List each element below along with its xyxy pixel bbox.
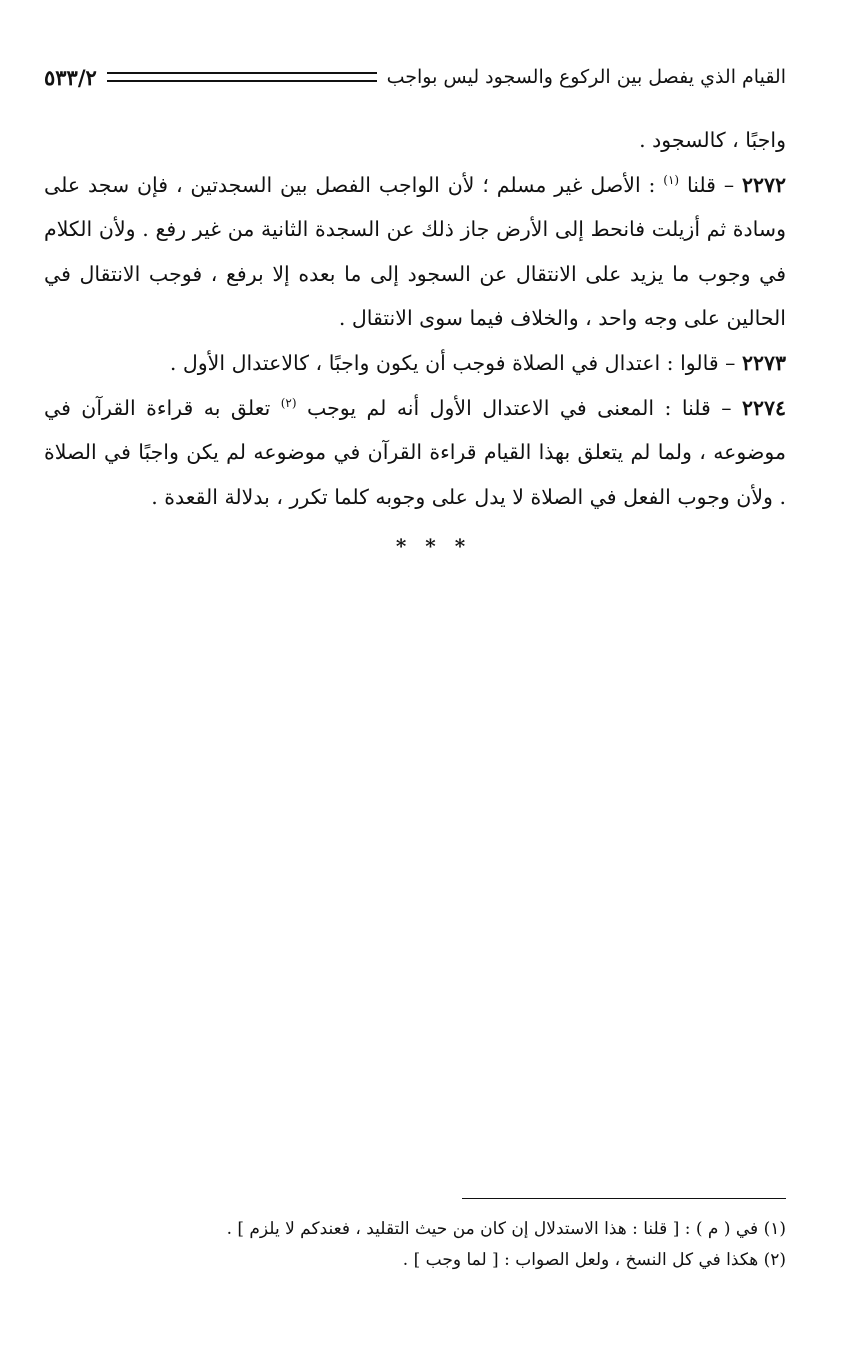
paragraph-text: – قلنا : المعنى في الاعتدال الأول أنه لم يوجب: [296, 395, 742, 420]
paragraph-2274: [44, 386, 786, 520]
footnote-ref-1: (١): [663, 172, 680, 187]
paragraph-number: ٢٢٧٢: [741, 172, 786, 197]
continued-line: واجبًا ، كالسجود .: [639, 128, 786, 152]
paragraph-2273: [44, 341, 786, 386]
footnote-2: (٢) هكذا في كل النسخ ، ولعل الصواب : [ لما وجب ] .: [402, 1250, 786, 1270]
paragraph-text: – قلنا: [679, 172, 742, 197]
footnote-ref-2: (٢): [280, 395, 297, 410]
paragraph-number: ٢٢٧٣: [741, 350, 786, 375]
footnotes: [44, 1214, 786, 1276]
section-separator: * * *: [395, 534, 472, 558]
paragraph-number: ٢٢٧٤: [741, 395, 786, 420]
footnote-divider: [462, 1198, 786, 1199]
main-text: [44, 118, 786, 519]
header-title: القيام الذي يفصل بين الركوع والسجود ليس بواجب: [386, 66, 786, 88]
header-double-rule: [107, 72, 377, 82]
running-header: [44, 62, 786, 92]
page-number: ٥٣٣/٢: [44, 64, 97, 90]
paragraph-text: تعلق به قراءة القرآن في موضوعه ، ولما لم يتعلق بهذا القيام قراءة القرآن في موضوعه لم يكن واجبًا في الصلاة . ولأن وجوب الفعل في الصلاة لا يدل على وجوبه كلما تكرر ، بدلالة القعدة .: [44, 395, 786, 509]
paragraph-text: : الأصل غير مسلم ؛ لأن الواجب الفصل بين السجدتين ، فإن سجد على وسادة ثم أزيلت فانحط إلى الأرض جاز ذلك عن السجدة الثانية من غير رفع . ولأن الكلام في وجوب ما يزيد على الانتقال عن السجود إلى ما بعده إلا برفع ، فوجب الانتقال في الحالين على وجه واحد ، والخلاف فيما سوى الانتقال .: [44, 172, 786, 331]
footnote-1: (١) في ( م ) : [ قلنا : هذا الاستدلال إن كان من حيث التقليد ، فعندكم لا يلزم ] .: [226, 1219, 786, 1239]
paragraph-2272: [44, 163, 786, 341]
paragraph-text: – قالوا : اعتدال في الصلاة فوجب أن يكون واجبًا ، كالاعتدال الأول .: [169, 350, 742, 375]
